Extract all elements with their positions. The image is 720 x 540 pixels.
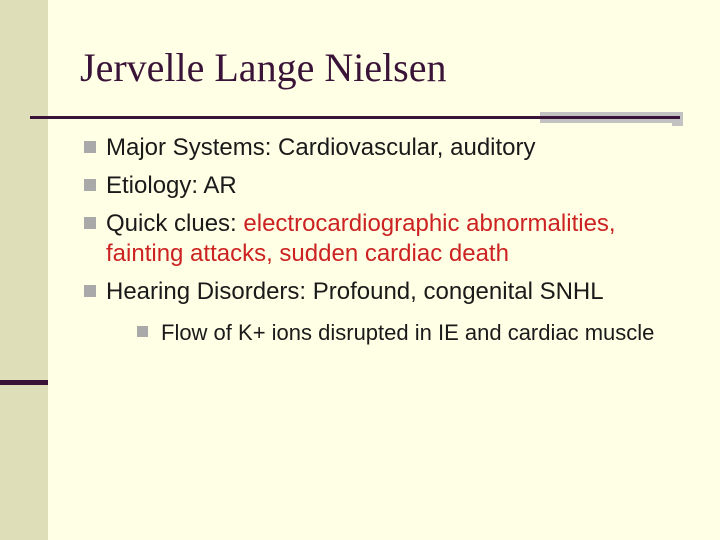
sub-bullet-text: Flow of K+ ions disrupted in IE and cardiac muscle bbox=[161, 320, 655, 345]
bullet-marker bbox=[84, 285, 96, 297]
title-rule-shadow-end bbox=[672, 119, 683, 126]
sub-bullet-marker bbox=[137, 326, 148, 337]
bullet-label: Major Systems: bbox=[106, 134, 272, 161]
bullet-etiology bbox=[84, 171, 694, 201]
bullet-label: Quick clues: bbox=[106, 210, 244, 237]
left-side-band bbox=[0, 0, 48, 540]
sub-bullet bbox=[106, 319, 694, 346]
bullet-major-systems bbox=[84, 133, 694, 163]
bullet-label: Etiology: bbox=[106, 172, 199, 199]
bullet-hearing-disorders bbox=[84, 277, 694, 346]
slide-body bbox=[84, 133, 694, 354]
bullet-value: AR bbox=[198, 172, 237, 199]
slide-title: Jervelle Lange Nielsen bbox=[80, 45, 447, 90]
bullet-marker bbox=[84, 179, 96, 191]
bullet-marker bbox=[84, 217, 96, 229]
bullet-label: Hearing Disorders: bbox=[106, 278, 313, 305]
title-rule bbox=[30, 116, 680, 119]
bullet-value: Profound, congenital SNHL bbox=[312, 278, 604, 305]
bullet-value-highlight: electrocardiographic abnormalities, fainting attacks, sudden cardiac death bbox=[106, 210, 616, 267]
bullet-quick-clues bbox=[84, 209, 694, 269]
bullet-marker bbox=[84, 141, 96, 153]
bullet-value: Cardiovascular, auditory bbox=[271, 134, 536, 161]
side-accent-bar bbox=[0, 380, 48, 385]
